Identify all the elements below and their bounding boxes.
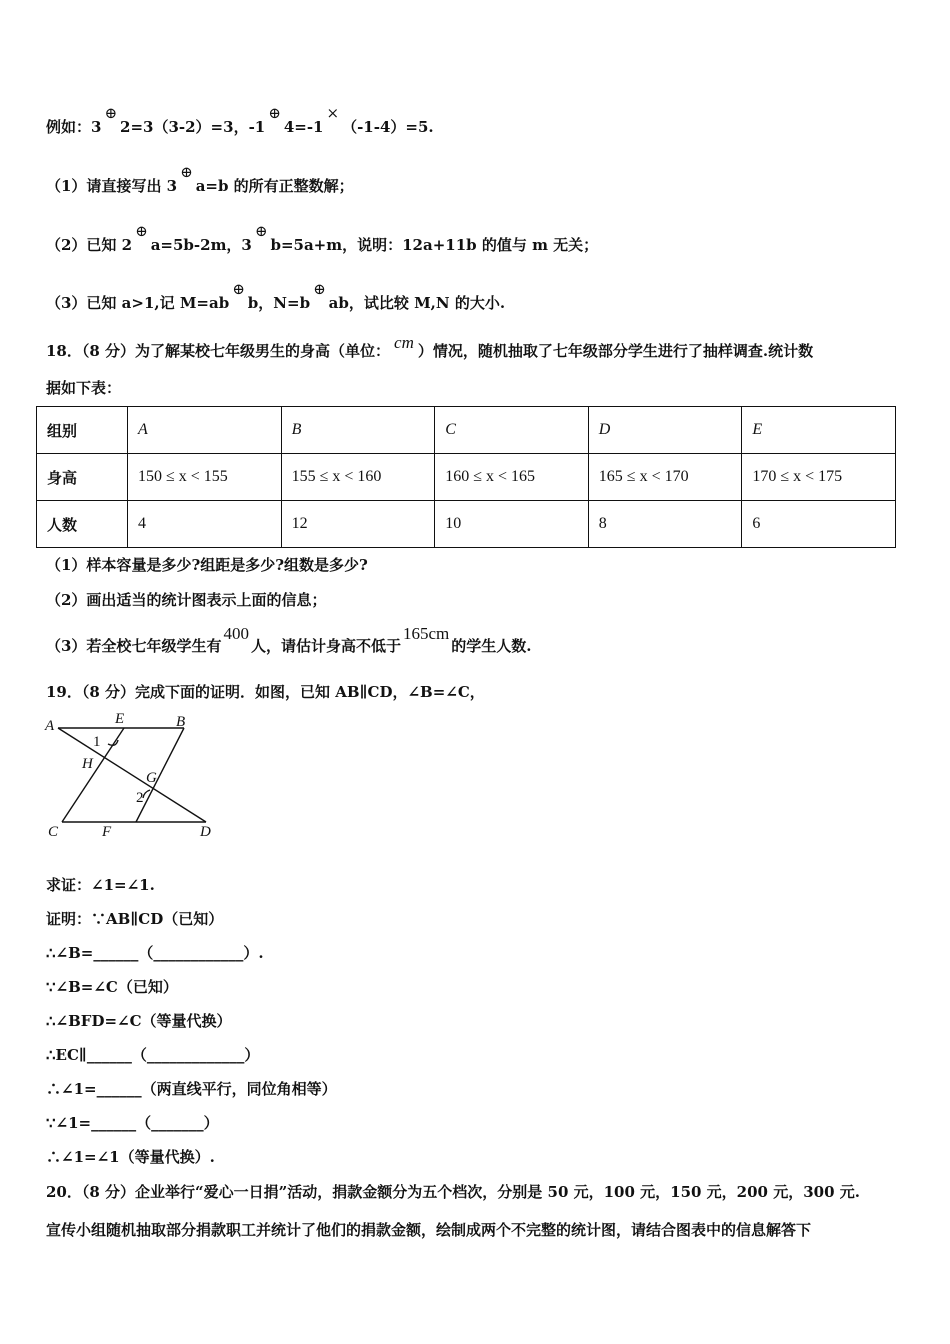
figure-label: G: [146, 770, 157, 786]
table-cell: C: [435, 407, 589, 454]
proof-line: ∴∠1=______（两直线平行，同位角相等）: [46, 1080, 337, 1098]
table-cell: 165 ≤ x < 170: [588, 454, 742, 501]
example-line: 例如：3⊕2=3（3-2）=3，-1⊕4=-1×（-1-4）=5.: [46, 104, 434, 136]
line-ad: [58, 728, 206, 822]
table-cell: 身高: [37, 454, 128, 501]
figure-label: D: [200, 824, 211, 840]
table-cell: B: [281, 407, 435, 454]
geometry-figure: [40, 706, 230, 844]
q17-part3: （3）已知 a>1,记 M=ab⊕b，N=b⊕ab，试比较 M,N 的大小.: [46, 280, 506, 312]
q17-part1: （1）请直接写出 3⊕a=b 的所有正整数解；: [46, 163, 354, 195]
figure-label: 1: [93, 734, 101, 750]
table-cell: 170 ≤ x < 175: [742, 454, 896, 501]
q20-stem: 20．（8 分）企业举行“爱心一日捐”活动，捐款金额分为五个档次，分别是 50 元，100 元，150 元，200 元，300 元.: [46, 1183, 860, 1201]
figure-label: B: [176, 714, 186, 730]
q18-part1: （1）样本容量是多少?组距是多少?组数是多少?: [46, 556, 368, 574]
proof-line: ∵∠1=______（_______）: [46, 1114, 219, 1132]
table-row: [37, 454, 896, 501]
table-cell: A: [128, 407, 282, 454]
figure-label: F: [102, 824, 112, 840]
proof-line: 证明：∵AB∥CD（已知）: [46, 910, 224, 928]
table-cell: 160 ≤ x < 165: [435, 454, 589, 501]
table-cell: 4: [128, 501, 282, 548]
q17-part2: （2）已知 2⊕a=5b-2m，3⊕b=5a+m，说明：12a+11b 的值与 m 无关；: [46, 222, 599, 254]
q18-part2: （2）画出适当的统计图表示上面的信息；: [46, 591, 327, 609]
table-cell: 8: [588, 501, 742, 548]
proof-line: 求证：∠1=∠1.: [46, 876, 155, 894]
figure-label: E: [115, 711, 125, 727]
table-cell: 组别: [37, 407, 128, 454]
proof-line: ∴∠B=______（____________）.: [46, 944, 264, 962]
q18-stem-cont: 据如下表：: [46, 379, 122, 397]
q19-stem: 19．（8 分）完成下面的证明．如图，已知 AB∥CD，∠B=∠C，: [46, 683, 485, 701]
table-cell: 12: [281, 501, 435, 548]
table-cell: 人数: [37, 501, 128, 548]
table-cell: 6: [742, 501, 896, 548]
proof-line: ∴∠1=∠1（等量代换）.: [46, 1148, 215, 1166]
table-cell: 155 ≤ x < 160: [281, 454, 435, 501]
q20-stem-cont: 宣传小组随机抽取部分捐款职工并统计了他们的捐款金额，绘制成两个不完整的统计图，请结合图表中的信息解答下: [46, 1221, 812, 1239]
q18-part3: （3）若全校七年级学生有400人，请估计身高不低于165cm的学生人数.: [46, 624, 532, 655]
table-cell: D: [588, 407, 742, 454]
proof-line: ∴EC∥______（_____________）: [46, 1046, 260, 1064]
proof-line: ∴∠BFD=∠C（等量代换）: [46, 1012, 232, 1030]
proof-line: ∵∠B=∠C（已知）: [46, 978, 178, 996]
table-cell: 10: [435, 501, 589, 548]
figure-label: 2: [136, 790, 144, 806]
table-cell: E: [742, 407, 896, 454]
table-row: [37, 501, 896, 548]
figure-label: H: [82, 756, 93, 772]
height-table: [36, 406, 896, 548]
table-cell: 150 ≤ x < 155: [128, 454, 282, 501]
figure-label: C: [48, 824, 59, 840]
q18-stem: 18．（8 分）为了解某校七年级男生的身高（单位： cm ）情况，随机抽取了七年级部分学生进行了抽样调查.统计数: [46, 333, 814, 360]
table-row: [37, 407, 896, 454]
line-bf: [136, 728, 184, 822]
figure-label: A: [45, 718, 55, 734]
